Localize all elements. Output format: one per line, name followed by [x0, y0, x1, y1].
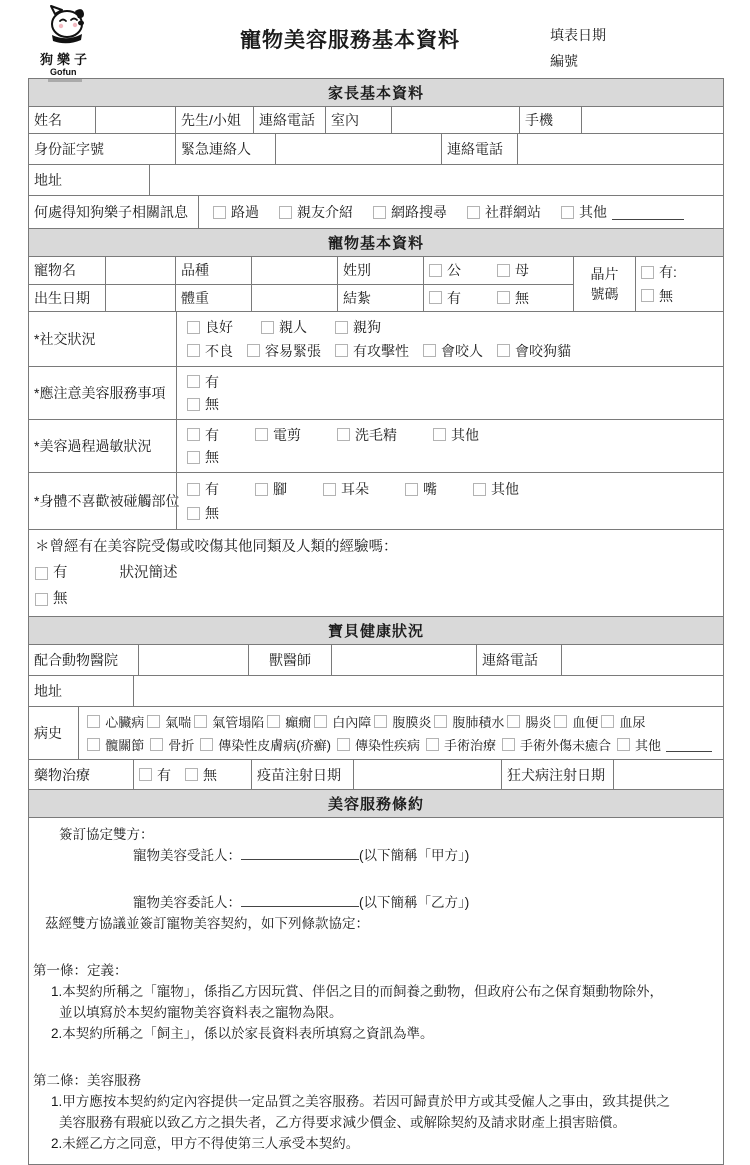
landline-field[interactable]	[391, 107, 519, 133]
spacer	[33, 1044, 713, 1070]
pet-row-1	[29, 257, 573, 284]
contract-parties-label: 簽訂協定雙方：	[59, 827, 154, 842]
breed-field[interactable]	[251, 257, 337, 284]
checkbox[interactable]	[434, 715, 447, 728]
owner-name-field[interactable]	[95, 107, 175, 133]
checkbox-option	[601, 712, 645, 731]
option-label: 血尿	[619, 715, 646, 731]
checkbox-option	[187, 425, 219, 445]
checkbox[interactable]	[87, 738, 100, 751]
option-label: 血便	[572, 715, 599, 731]
checkbox-option	[194, 712, 264, 731]
contract-body	[29, 818, 723, 1164]
spacer	[33, 866, 713, 892]
vet-phone-field[interactable]	[561, 645, 723, 675]
sex-options	[423, 257, 573, 284]
checkbox-option	[423, 341, 483, 361]
pet-name-label: 寵物名	[34, 262, 76, 279]
injury-block	[29, 530, 723, 616]
option-label: 腸炎	[525, 715, 552, 731]
vet-phone-label: 連絡電話	[476, 645, 561, 675]
checkbox-option	[187, 503, 219, 523]
checkbox-option	[267, 712, 311, 731]
chip-number-label	[573, 257, 635, 311]
article2-item1: 1.甲方應按本契約約定內容提供一定品質之美容服務。若因可歸責於甲方或其受僱人之事由，致其提供之	[51, 1094, 670, 1109]
checkbox[interactable]	[337, 738, 350, 751]
option-label: 容易緊張	[265, 342, 321, 359]
checkbox[interactable]	[255, 483, 268, 496]
checkbox[interactable]	[35, 593, 48, 606]
history-other-option	[617, 735, 712, 754]
option-label: 手術治療	[443, 737, 496, 753]
medication-options	[133, 760, 251, 789]
option-label: 傳染性疾病	[354, 737, 420, 753]
option-label: 路過	[231, 204, 259, 220]
option-label: 嘴	[423, 481, 437, 497]
allergy-row	[29, 419, 723, 472]
owner-address-field[interactable]	[149, 165, 723, 195]
checkbox-option	[255, 425, 301, 445]
option-label: 傳染性皮膚病(疥癬)	[218, 737, 331, 753]
option-label: 腹膜炎	[392, 715, 432, 731]
checkbox[interactable]	[641, 289, 654, 302]
option-label: 電剪	[273, 426, 301, 443]
checkbox-option	[87, 712, 144, 731]
client-label: 寵物美容委託人：	[133, 895, 241, 910]
vet-address-label: 地址	[34, 683, 62, 699]
allergy-checkbox-row1	[187, 425, 515, 445]
rabies-date-field[interactable]	[613, 760, 723, 789]
social-row	[29, 311, 723, 366]
checkbox[interactable]	[187, 321, 200, 334]
chip-label-line1: 晶片	[590, 266, 619, 282]
injury-no-line	[35, 586, 717, 612]
option-label: 洗毛精	[355, 426, 397, 443]
option-label: 無	[205, 449, 219, 466]
checkbox[interactable]	[423, 344, 436, 357]
checkbox-option	[434, 712, 504, 731]
checkbox[interactable]	[35, 567, 48, 580]
checkbox[interactable]	[497, 264, 510, 277]
contract-row	[29, 817, 723, 1164]
option-label: 親人	[279, 319, 307, 336]
social-label: *社交狀況	[34, 331, 96, 347]
vet-row	[29, 644, 723, 675]
option-label: 母	[515, 262, 529, 279]
checkbox[interactable]	[213, 206, 226, 219]
checkbox[interactable]	[261, 321, 274, 334]
history-options	[78, 707, 723, 759]
checkbox[interactable]	[467, 206, 480, 219]
checkbox-option	[261, 317, 307, 337]
option-label: 網路搜尋	[391, 204, 447, 220]
owner-name-label: 姓名	[34, 112, 62, 128]
breed-label: 品種	[175, 257, 251, 284]
checkbox-option	[374, 712, 431, 731]
checkbox-option	[497, 288, 529, 308]
checkbox[interactable]	[405, 483, 418, 496]
fill-date-label: 填表日期	[550, 27, 606, 43]
checkbox-option	[641, 262, 677, 282]
logo-name: 狗樂子	[40, 52, 92, 67]
checkbox[interactable]	[267, 715, 280, 728]
option-label: 無	[205, 396, 219, 413]
trustee-name-blank[interactable]	[241, 845, 359, 860]
allergy-checkbox-row2	[187, 447, 219, 467]
checkbox-option	[641, 286, 673, 306]
form-body	[28, 78, 724, 1165]
option-label: 社群網站	[485, 204, 541, 220]
checkbox-option	[507, 712, 551, 731]
chip-label-line2: 號碼	[590, 286, 619, 302]
checkbox-option	[473, 479, 519, 499]
option-label: 會咬狗貓	[515, 342, 571, 359]
article1-title: 第一條：定義：	[33, 963, 128, 978]
checkbox-option	[255, 479, 287, 499]
history-label: 病史	[34, 725, 62, 741]
option-label: 會咬人	[441, 342, 483, 359]
checkbox-option	[187, 394, 219, 414]
checkbox-option	[247, 341, 321, 361]
medication-row	[29, 759, 723, 789]
checkbox[interactable]	[147, 715, 160, 728]
checkbox[interactable]	[247, 344, 260, 357]
option-label: 其他	[579, 204, 607, 220]
care-notes-row	[29, 366, 723, 419]
option-label: 心臟病	[105, 715, 145, 731]
referral-options	[198, 196, 723, 228]
checkbox[interactable]	[150, 738, 163, 751]
client-name-blank[interactable]	[241, 892, 359, 907]
birth-label: 出生日期	[34, 289, 90, 306]
serial-label: 編號	[550, 53, 578, 69]
social-checkbox-row1	[187, 317, 409, 337]
checkbox[interactable]	[255, 428, 268, 441]
birth-field[interactable]	[105, 285, 175, 312]
option-label: 氣喘	[165, 715, 192, 731]
dog-logo-icon	[40, 4, 94, 48]
checkbox[interactable]	[335, 321, 348, 334]
touch-options	[176, 473, 723, 529]
checkbox-option	[433, 425, 479, 445]
article1-item1b: 並以填寫於本契約寵物美容資料表之寵物為限。	[59, 1005, 343, 1020]
option-label: 有	[205, 373, 219, 390]
emergency-phone-field[interactable]	[517, 134, 723, 164]
history-checkbox-row2-group	[87, 735, 617, 754]
mobile-label: 手機	[519, 107, 581, 133]
checkbox[interactable]	[200, 738, 213, 751]
checkbox-option	[147, 712, 191, 731]
history-checkbox-row1	[87, 712, 648, 731]
contact-phone-label: 連絡電話	[253, 107, 325, 133]
option-label: 腳	[273, 481, 287, 497]
vaccine-date-label: 疫苗注射日期	[251, 760, 353, 789]
checkbox[interactable]	[473, 483, 486, 496]
emergency-contact-field[interactable]	[275, 134, 441, 164]
option-label: 白內障	[332, 715, 372, 731]
checkbox[interactable]	[185, 768, 198, 781]
checkbox[interactable]	[497, 344, 510, 357]
trustee-label: 寵物美容受託人：	[133, 848, 241, 863]
header-meta	[550, 4, 722, 74]
section-owner-header: 家長基本資料	[29, 79, 723, 106]
checkbox[interactable]	[87, 715, 100, 728]
checkbox[interactable]	[601, 715, 614, 728]
checkbox[interactable]	[323, 483, 336, 496]
touch-checkbox-row1	[187, 479, 555, 499]
referral-checkbox-group	[213, 202, 561, 222]
checkbox[interactable]	[187, 398, 200, 411]
logo-brand: Gofun	[50, 67, 77, 77]
medication-label: 藥物治療	[34, 766, 90, 783]
contract-trustee-line	[33, 845, 713, 866]
option-label: 癲癇	[285, 715, 312, 731]
checkbox[interactable]	[139, 768, 152, 781]
section-health-header: 寶貝健康狀況	[29, 616, 723, 644]
checkbox-option	[139, 765, 171, 785]
option-label: 有:	[659, 264, 677, 281]
section-pet-header: 寵物基本資料	[29, 228, 723, 256]
brand-logo	[28, 4, 150, 82]
neuter-options	[423, 285, 573, 312]
injury-yes-line	[35, 560, 717, 586]
checkbox[interactable]	[279, 206, 292, 219]
allergy-label: *美容過程過敏狀況	[34, 438, 152, 454]
page-title: 寵物美容服務基本資料	[240, 29, 460, 52]
social-options	[176, 312, 723, 366]
care-notes-checkbox-row2	[187, 394, 219, 414]
history-checkbox-row2	[87, 735, 718, 754]
checkbox-option	[187, 372, 219, 392]
option-label: 其他	[451, 426, 479, 443]
checkbox-option	[554, 712, 598, 731]
checkbox[interactable]	[187, 344, 200, 357]
social-checkbox-row2	[187, 341, 585, 361]
neuter-label: 結紮	[337, 285, 423, 312]
checkbox[interactable]	[433, 428, 446, 441]
option-label: 無	[203, 766, 217, 783]
option-label: 腹肺積水	[452, 715, 505, 731]
checkbox[interactable]	[429, 291, 442, 304]
checkbox-option	[467, 202, 541, 222]
checkbox-option	[213, 202, 259, 222]
checkbox-option	[187, 317, 233, 337]
option-label: 髖關節	[105, 737, 145, 753]
care-notes-label: *應注意美容服務事項	[34, 385, 166, 401]
owner-id-label: 身份証字號	[34, 141, 104, 157]
owner-row-id	[29, 133, 723, 164]
allergy-options	[176, 420, 723, 472]
checkbox[interactable]	[187, 507, 200, 520]
checkbox-option	[405, 479, 437, 499]
salutation-label: 先生/小姐	[175, 107, 253, 133]
pet-row-2	[29, 284, 573, 312]
article2-title: 第二條：美容服務	[33, 1073, 141, 1088]
history-row	[29, 706, 723, 759]
checkbox-option	[337, 735, 420, 754]
checkbox[interactable]	[187, 375, 200, 388]
checkbox[interactable]	[187, 451, 200, 464]
checkbox-option	[279, 202, 353, 222]
option-label: 無	[659, 287, 673, 304]
checkbox-option	[150, 735, 194, 754]
trustee-suffix: (以下簡稱「甲方」)	[359, 848, 470, 863]
chip-options	[635, 257, 723, 311]
option-label: 親狗	[353, 319, 381, 336]
checkbox[interactable]	[554, 715, 567, 728]
rabies-date-label: 狂犬病注射日期	[501, 760, 613, 789]
option-label: 耳朵	[341, 481, 369, 497]
owner-row-address	[29, 164, 723, 195]
option-label: 有攻擊性	[353, 342, 409, 359]
checkbox-option	[497, 341, 571, 361]
option-label: 公	[447, 262, 461, 279]
checkbox[interactable]	[187, 483, 200, 496]
sex-label: 姓別	[337, 257, 423, 284]
checkbox[interactable]	[373, 206, 386, 219]
option-label: 有	[205, 481, 219, 497]
checkbox-option	[200, 735, 331, 754]
article2-item1b: 美容服務有瑕疵以致乙方之損失者，乙方得要求減少價金、或解除契約及請求財產上損害賠償。	[59, 1115, 626, 1130]
checkbox-option	[502, 735, 611, 754]
injury-row	[29, 529, 723, 616]
checkbox[interactable]	[335, 344, 348, 357]
checkbox[interactable]	[641, 266, 654, 279]
care-notes-checkbox-row1	[187, 372, 219, 392]
vaccine-date-field[interactable]	[353, 760, 501, 789]
article1-item2: 2.本契約所稱之「飼主」，係以於家長資料表所填寫之資訊為準。	[51, 1026, 434, 1041]
checkbox[interactable]	[497, 291, 510, 304]
contract-client-line	[33, 892, 713, 913]
option-label: 有	[205, 426, 219, 443]
spacer	[33, 934, 713, 960]
injury-question: ＊曾經有在美容院受傷或咬傷其他同類及人類的經驗嗎：	[35, 539, 398, 555]
vet-hospital-label: 配合動物醫院	[34, 652, 118, 668]
pet-basic-block	[29, 256, 723, 311]
vet-field[interactable]	[331, 645, 476, 675]
contract-intro: 茲經雙方協議並簽訂寵物美容契約，如下列條款協定：	[45, 916, 369, 931]
emergency-contact-label: 緊急連絡人	[175, 134, 275, 164]
checkbox[interactable]	[502, 738, 515, 751]
owner-row-name	[29, 106, 723, 133]
checkbox-option	[335, 317, 381, 337]
option-label: 良好	[205, 319, 233, 336]
checkbox-option	[373, 202, 447, 222]
referral-other-blank[interactable]	[612, 205, 684, 220]
landline-label: 室內	[325, 107, 391, 133]
checkbox-option	[187, 479, 219, 499]
vet-label: 獸醫師	[248, 645, 331, 675]
owner-address-label: 地址	[34, 172, 62, 188]
referral-label: 何處得知狗樂子相關訊息	[34, 204, 188, 220]
checkbox-option	[323, 479, 369, 499]
checkbox[interactable]	[194, 715, 207, 728]
checkbox-option	[87, 735, 144, 754]
article2-item2: 2.未經乙方之同意，甲方不得使第三人承受本契約。	[51, 1136, 360, 1151]
checkbox-option	[187, 447, 219, 467]
option-label: 手術外傷未癒合	[519, 737, 611, 753]
checkbox-option	[429, 260, 461, 280]
weight-label: 體重	[175, 285, 251, 312]
checkbox[interactable]	[314, 715, 327, 728]
option-label: 骨折	[168, 737, 195, 753]
option-label: 有	[447, 289, 461, 306]
mobile-field[interactable]	[581, 107, 723, 133]
weight-field[interactable]	[251, 285, 337, 312]
checkbox[interactable]	[426, 738, 439, 751]
checkbox[interactable]	[561, 206, 574, 219]
checkbox-option	[187, 341, 233, 361]
checkbox[interactable]	[187, 428, 200, 441]
injury-desc-label: 狀況簡述	[119, 565, 178, 581]
page-header	[0, 0, 750, 76]
vet-address-row	[29, 675, 723, 706]
checkbox-option	[426, 735, 496, 754]
checkbox-option	[185, 765, 217, 785]
checkbox-option	[497, 260, 529, 280]
logo-tagline-bar	[48, 79, 82, 82]
article1-item1: 1.本契約所稱之「寵物」，係指乙方因玩賞、伴侶之目的而飼養之動物，但政府公布之保育類動物除外，	[51, 984, 664, 999]
touch-label: *身體不喜歡被碰觸部位	[34, 493, 180, 509]
option-label: 不良	[205, 342, 233, 359]
touch-row	[29, 472, 723, 529]
checkbox-option	[337, 425, 397, 445]
option-label: 親友介紹	[297, 204, 353, 220]
emergency-phone-label: 連絡電話	[441, 134, 517, 164]
option-label: 無	[205, 505, 219, 521]
touch-checkbox-row2	[187, 503, 219, 523]
injury-yes-option	[35, 560, 68, 586]
option-label: 無	[53, 591, 68, 607]
option-label: 有	[157, 766, 171, 783]
owner-row-referral	[29, 195, 723, 228]
checkbox[interactable]	[337, 428, 350, 441]
checkbox-option	[335, 341, 409, 361]
vet-hospital-field[interactable]	[138, 645, 248, 675]
client-suffix: (以下簡稱「乙方」)	[359, 895, 470, 910]
care-notes-options	[176, 367, 723, 419]
checkbox-option	[429, 288, 461, 308]
pet-name-field[interactable]	[105, 257, 175, 284]
checkbox-option	[314, 712, 371, 731]
history-other-blank[interactable]	[666, 737, 712, 752]
option-label: 有	[53, 565, 68, 581]
pet-basic-left	[29, 257, 573, 311]
option-label: 其他	[491, 481, 519, 497]
checkbox[interactable]	[507, 715, 520, 728]
option-label: 其他	[634, 737, 661, 753]
checkbox[interactable]	[617, 738, 630, 751]
injury-no-option	[35, 586, 68, 612]
checkbox[interactable]	[429, 264, 442, 277]
option-label: 無	[515, 289, 529, 306]
checkbox[interactable]	[374, 715, 387, 728]
referral-other-option	[561, 202, 684, 222]
section-contract-header: 美容服務條約	[29, 789, 723, 817]
option-label: 氣管塌陷	[212, 715, 265, 731]
vet-address-field[interactable]	[133, 676, 723, 706]
